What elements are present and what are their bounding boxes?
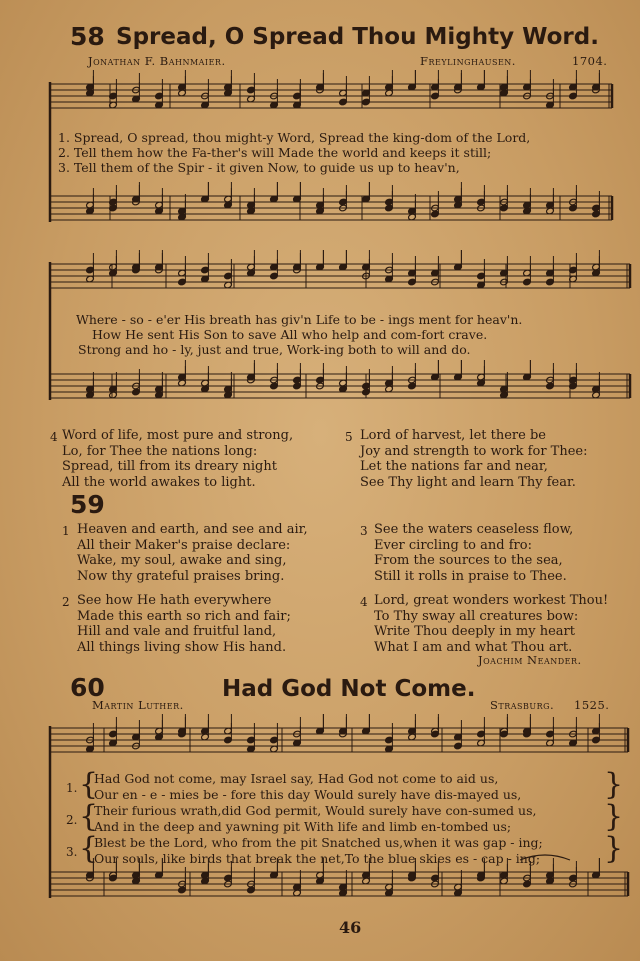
verse-line: Now thy grateful praises bring. bbox=[77, 568, 285, 584]
verse-line: Still it rolls in praise to Thee. bbox=[374, 568, 567, 584]
hymn-59-verse2 bbox=[77, 593, 291, 655]
hymn-58-line1-verse3: 3. Tell them of the Spir - it given Now, to guide us up to heav'n, bbox=[58, 160, 460, 175]
verse-line: All things living show His hand. bbox=[77, 639, 287, 655]
verse-line: Joy and strength to work for Thee: bbox=[360, 443, 588, 459]
verse-brace: { bbox=[79, 831, 99, 866]
hymn-60-year: 1525. bbox=[574, 698, 610, 712]
verse-line: Lo, for Thee the nations long: bbox=[62, 443, 258, 459]
hymn-60-verse3-number: 3. bbox=[66, 845, 78, 859]
hymn-59-verse1-number: 1 bbox=[62, 524, 70, 538]
verse-line: Word of life, most pure and strong, bbox=[62, 428, 294, 443]
hymn-59-verse1 bbox=[77, 522, 308, 584]
hymn-59-verse4 bbox=[374, 593, 608, 655]
hymn-60-lyric-2: Our en - e - mies be - fore this day Would surely have dis-mayed us, bbox=[94, 787, 522, 802]
hymn-58-verse4 bbox=[62, 428, 293, 490]
hymn-60-verse1-number: 1. bbox=[66, 781, 78, 795]
hymn-60-verse2-number: 2. bbox=[66, 813, 78, 827]
verse-brace: } bbox=[604, 831, 624, 866]
hymn-60-lyric-1: Had God not come, may Israel say, Had God not come to aid us, bbox=[94, 771, 499, 786]
hymn-58-author: Jonathan F. Bahnmaier. bbox=[88, 54, 226, 68]
verse-brace: { bbox=[79, 767, 99, 802]
hymn-58-line2-verse1: Where - so - e'er His breath has giv'n Life to be - ings ment for heav'n. bbox=[76, 312, 523, 327]
verse-line: To Thy sway all creatures bow: bbox=[374, 608, 579, 624]
hymn-58-tune: Freylinghausen. bbox=[420, 54, 516, 68]
verse-line: See Thy light and learn Thy fear. bbox=[360, 474, 576, 490]
hymn-60-lyric-5: Blest be the Lord, who from the pit Snatched us,when it was gap - ing; bbox=[94, 835, 543, 850]
hymn-58-line2-verse3: Strong and ho - ly, just and true, Work-ing both to will and do. bbox=[78, 342, 471, 357]
hymn-58-verse5-number: 5 bbox=[345, 430, 353, 444]
hymn-59-verse3 bbox=[374, 522, 573, 584]
verse-line: All their Maker's praise declare: bbox=[77, 537, 291, 553]
hymn-60-author: Martin Luther. bbox=[92, 698, 184, 712]
verse-line: Ever circling to and fro: bbox=[374, 537, 532, 553]
hymn-60-number: 60 bbox=[70, 673, 105, 702]
hymn-59-verse3-number: 3 bbox=[360, 524, 368, 538]
hymn-58-line1-verse2: 2. Tell them how the Fa-ther's will Made the world and keeps it still; bbox=[58, 145, 492, 160]
hymn-60-tune: Strasburg. bbox=[490, 698, 555, 712]
verse-brace: { bbox=[79, 799, 99, 834]
hymn-59-author: Joachim Neander. bbox=[478, 653, 582, 667]
verse-line: Let the nations far and near, bbox=[360, 459, 548, 474]
hymn-58-line1-verse1: 1. Spread, O spread, thou might-y Word, Spread the king-dom of the Lord, bbox=[58, 130, 531, 145]
hymn-59-verse4-number: 4 bbox=[360, 595, 368, 609]
verse-line: Write Thou deeply in my heart bbox=[374, 624, 575, 639]
hymn-60-lyric-3: Their furious wrath,did God permit, Would surely have con-sumed us, bbox=[94, 803, 537, 818]
verse-brace: } bbox=[604, 767, 624, 802]
verse-line: See the waters ceaseless flow, bbox=[374, 522, 574, 537]
verse-line: Hill and vale and fruitful land, bbox=[77, 624, 277, 639]
verse-line: Spread, till from its dreary night bbox=[62, 459, 277, 474]
verse-line: Lord, great wonders workest Thou! bbox=[374, 593, 609, 608]
verse-line: All the world awakes to light. bbox=[62, 474, 256, 490]
hymn-60-lyric-6: Our souls, like birds that break the net,To the blue skies es - cap - ing; bbox=[94, 851, 541, 866]
page-number: 46 bbox=[339, 918, 362, 937]
hymn-59-number: 59 bbox=[70, 490, 105, 519]
hymn-60-lyric-4: And in the deep and yawning pit With life and limb en-tombed us; bbox=[94, 819, 512, 834]
verse-line: Made this earth so rich and fair; bbox=[77, 608, 291, 624]
hymn-58-verse5 bbox=[360, 428, 587, 490]
hymn-58-verse4-number: 4 bbox=[50, 430, 58, 444]
verse-line: What I am and what Thou art. bbox=[374, 639, 573, 655]
verse-line: Heaven and earth, and see and air, bbox=[77, 522, 308, 537]
hymn-58-line2-verse2: How He sent His Son to save All who help and com-fort crave. bbox=[92, 327, 488, 342]
verse-line: Wake, my soul, awake and sing, bbox=[77, 553, 287, 568]
hymn-58-title: Spread, O Spread Thou Mighty Word. bbox=[116, 24, 599, 50]
hymn-59-verse2-number: 2 bbox=[62, 595, 70, 609]
hymn-60-title: Had God Not Come. bbox=[222, 676, 476, 702]
verse-brace: } bbox=[604, 799, 624, 834]
hymn-58-number: 58 bbox=[70, 22, 105, 51]
verse-line: From the sources to the sea, bbox=[374, 553, 563, 568]
verse-line: Lord of harvest, let there be bbox=[360, 428, 546, 443]
verse-line: See how He hath everywhere bbox=[77, 593, 272, 608]
hymn-58-year: 1704. bbox=[572, 54, 608, 68]
